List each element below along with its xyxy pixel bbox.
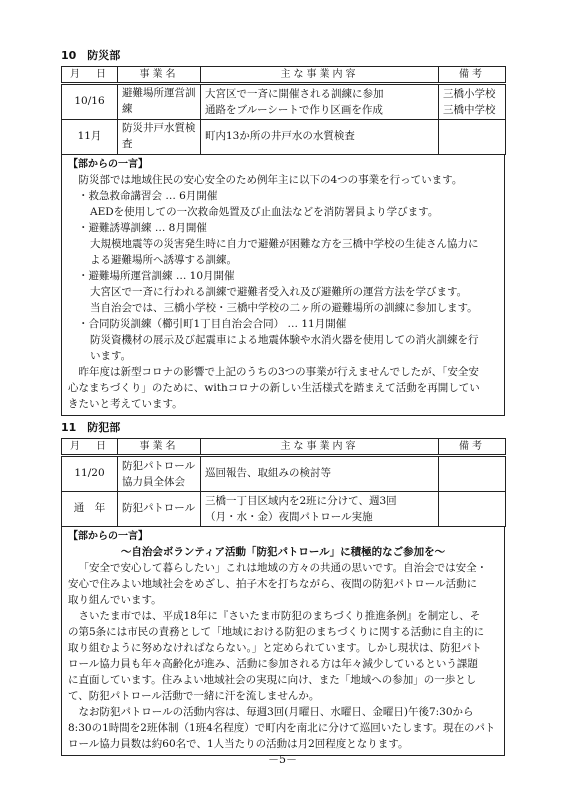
paragraph [68,608,498,704]
item-body: 大規模地震等の災害発生時に自力で避難が困難な方を三橋中学校の生徒さん協力に [90,237,479,250]
row-note [439,455,506,491]
item-body: 大宮区で一斉に行われる訓練で避難者受入れ及び避難所の運営方法を学びます。 [90,285,468,298]
row-date: 11/20 [62,455,118,491]
bousai-comment-box [61,155,505,416]
row-content: 巡回報告、取組みの検討等 [201,455,439,491]
paragraph-line: ロール協力員も年々高齢化が進み、活動に参加される方は年々減少しているという課題 [68,657,478,670]
closing-line: きたいと考えています。 [68,397,183,410]
paragraph-line: 取り組むように努めなければならない。」と定められています。しかし現状は、防犯パト [68,641,482,654]
paragraph-line: の第5条には市民の責務として「地域における防犯のまちづくりに関する活動に自主的に [68,625,485,638]
content-line: 大宮区で一斉に開催される訓練に参加 [205,88,384,100]
bouhan-comment-box [61,527,505,756]
table-row [62,84,506,120]
intro-text: 防災部では地域住民の安心安全のため例年主に以下の4つの事業を行っています。 [78,173,463,186]
col-header-content: 主な事業内容 [201,438,439,455]
paragraph-line: 安心で住みよい地域社会をめざし、拍子木を打ちながら、夜間の防犯パトロール活動に [68,577,478,590]
table-row [62,120,506,155]
row-date: 10/16 [62,84,118,120]
activity-item [68,188,498,220]
activity-item [68,220,498,268]
section-title-bouhan: 11 防犯部 [61,420,121,434]
box-subtitle: ～自治会ボランティア活動「防犯パトロール」に積極的なご参加を～ [120,545,446,558]
name-line: 防犯パトロール [122,459,196,472]
row-content [201,84,439,120]
col-header-note: 備考 [439,67,506,84]
bouhan-schedule-table [61,438,506,527]
bousai-schedule-table [61,66,506,155]
content-line: 三橋一丁目区域内を2班に分けて、週3回 [205,494,397,507]
row-date: 11月 [62,120,118,155]
row-note [439,491,506,526]
item-body: 当自治会では、三橋小学校・三橋中学校の二ヶ所の避難場所の訓練に参加します。 [90,301,478,314]
page-content [61,48,505,756]
activity-item [68,316,498,364]
section-title-bousai: 10 防災部 [61,49,121,62]
paragraph-line: ロール協力員数は約60名で、1人当たりの活動は月2回程度となります。 [68,737,409,750]
row-name: 防犯パトロール [118,491,201,526]
row-note [439,120,506,155]
item-head: ・合同防災訓練（櫛引町1丁目自治会合同） … 11月開催 [78,317,347,330]
paragraph-line: さいたま市では、平成18年に『さいたま市防犯のまちづくり推進条例』を制定し、そ [78,609,481,622]
paragraph-line: て、防犯パトロール活動で一緒に汗を流しませんか。 [68,689,320,702]
item-body: AEDを使用しての一次救命処置及び止血法などを消防署員より学びます。 [90,205,439,218]
closing-paragraph [68,364,498,412]
paragraph [68,560,498,608]
col-header-content: 主な事業内容 [201,67,439,84]
content-line: （月・水・金）夜間パトロール実施 [205,510,373,523]
paragraph-line: 8:30の1時間を2班体制（1班4名程度）で町内を南北に分けて巡回いたします。現在のパト [68,721,496,734]
col-header-date: 月 日 [62,438,118,455]
box-title: 【部からの一言】 [68,530,148,542]
closing-line: 心なまちづくり」のために、withコロナの新しい生活様式を踏まえて活動を再開してい [68,381,480,394]
item-head: ・避難誘導訓練 … 8月開催 [78,221,207,234]
item-body: よる避難場所へ誘導する訓練。 [90,253,237,266]
paragraph-line: 取り組んでいます。 [68,593,162,606]
paragraph [68,704,498,752]
row-content [201,491,439,526]
item-body: います。 [90,349,132,362]
col-header-name: 事業名 [118,67,201,84]
box-title: 【部からの一言】 [68,158,148,170]
content-line: 通路をブルーシートで作り区画を作成 [205,104,383,116]
item-head: ・救急救命講習会 … 6月開催 [78,189,218,202]
table-row [62,491,506,526]
row-name [118,455,201,491]
row-name: 防災井戸水質検査 [118,120,201,155]
paragraph-line: に直面しています。住みよい地域社会の実現に向け、また「地域への参加」の一歩とし [68,673,477,686]
item-head: ・避難場所運営訓練 … 10月開催 [78,269,235,282]
row-note [439,84,506,120]
table-header-row [62,438,506,455]
table-header-row [62,67,506,84]
closing-line: 昨年度は新型コロナの影響で上記のうちの3つの事業が行えませんでしたが、「安全安 [78,365,479,378]
col-header-name: 事業名 [118,438,201,455]
row-date: 通 年 [62,491,118,526]
paragraph-line: なお防犯パトロールの活動内容は、毎週3回(月曜日、水曜日、金曜日)午後7:30から [78,705,474,718]
col-header-date: 月 日 [62,67,118,84]
table-row [62,455,506,491]
row-name: 避難場所運営訓練 [118,84,201,120]
col-header-note: 備考 [439,438,506,455]
activity-item [68,268,498,316]
name-line: 協力員全体会 [122,475,185,488]
page-number: －5－ [268,753,297,766]
note-line: 三橋中学校 [443,104,496,116]
paragraph-line: 「安全で安心して暮らしたい」これは地域の方々の共通の思いです。自治会では安全・ [78,561,488,574]
item-body: 防災資機材の展示及び起震車による地震体験や水消火器を使用しての消火訓練を行 [90,333,479,346]
row-content: 町内13か所の井戸水の水質検査 [201,120,439,155]
note-line: 三橋小学校 [443,88,496,100]
